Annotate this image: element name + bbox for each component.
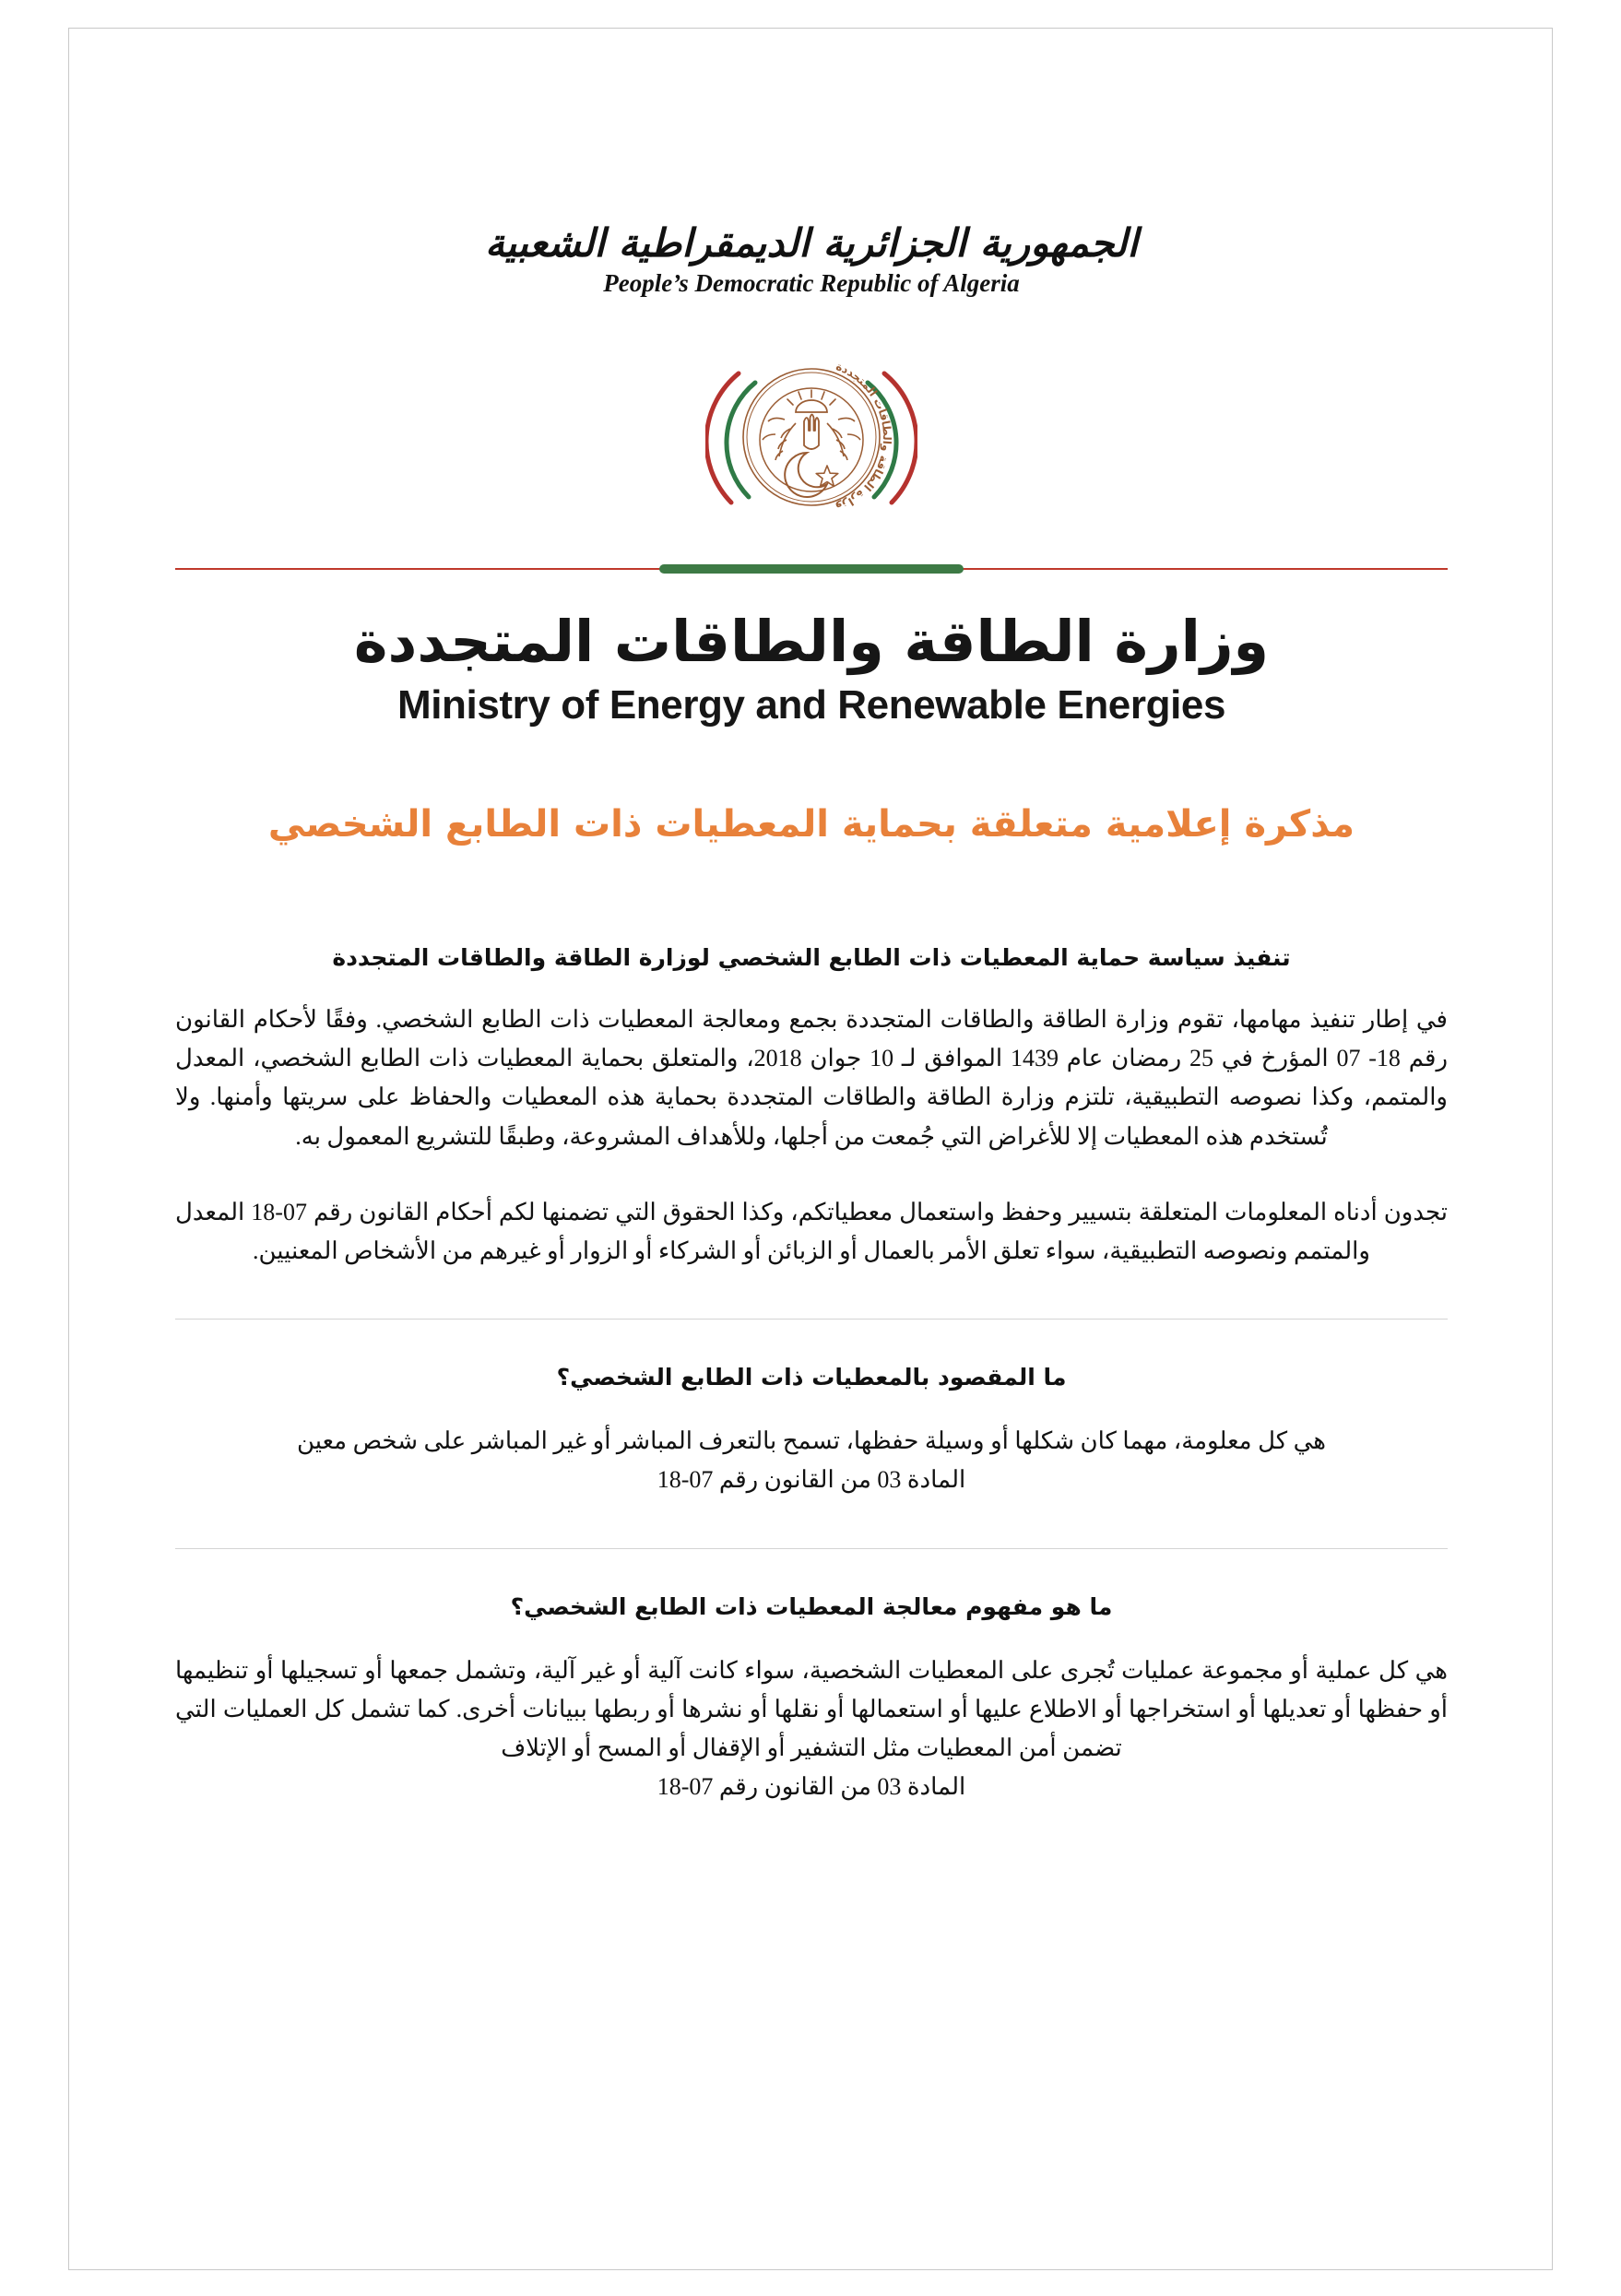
faq-question-2: ما هو مفهوم معالجة المعطيات ذات الطابع الشخصي؟ (510, 1592, 1113, 1620)
svg-text:وزارة الطاقة والطاقات المتجددة: وزارة الطاقة والطاقات المتجددة (834, 360, 894, 515)
faq-question-1: ما المقصود بالمعطيات ذات الطابع الشخصي؟ (556, 1363, 1067, 1391)
document-content (175, 28, 1448, 1807)
intro-paragraph-1: في إطار تنفيذ مهامها، تقوم وزارة الطاقة والطاقات المتجددة بجمع ومعالجة المعطيات ذات الطابع الشخصي. وفقًا لأحكام القانون رقم 18- 07 المؤرخ في 25 رمضان عام 1439 الموافق لـ 10 جوان 2018، والمتعلق بحماية المعطيات ذات الطابع الشخصي، المعدل والمتمم، وكذا نصوصه التطبيقية، تلتزم وزارة الطاقة والطاقات المتجددة بحماية هذه المعطيات والحفاظ على سريتها وأمنها. ولا تُستخدم هذه المعطيات إلا للأغراض التي جُمعت من أجلها، وللأهداف المشروعة، وطبقًا للتشريع المعمول به. (175, 1006, 1448, 1150)
document-title: مذكرة إعلامية متعلقة بحماية المعطيات ذات الطابع الشخصي (267, 802, 1355, 846)
masthead (175, 28, 1448, 298)
algeria-national-emblem-icon (705, 331, 917, 543)
document-body (175, 941, 1448, 1807)
republic-name-english: People’s Democratic Republic of Algeria (603, 269, 1020, 298)
faq-reference-1: المادة 03 من القانون رقم 07-18 (657, 1466, 966, 1494)
ministry-title-block (175, 608, 1448, 728)
intro-paragraph-2: تجدون أدناه المعلومات المتعلقة بتسيير وحفظ واستعمال معطياتكم، وكذا الحقوق التي تضمنها لكم أحكام القانون رقم 07-18 المعدل والمتمم ونصوصه التطبيقية، سواء تعلق الأمر بالعمال أو الزبائن أو الشركاء أو الزوار أو غيرهم من الأشخاص المعنيين. (175, 1198, 1449, 1264)
ministry-name-english: Ministry of Energy and Renewable Energies (396, 681, 1226, 728)
section-divider (175, 1319, 1448, 1320)
emblem-container (175, 331, 1448, 543)
ministry-name-arabic: وزارة الطاقة والطاقات المتجددة (353, 608, 1270, 676)
faq-reference-2: المادة 03 من القانون رقم 07-18 (657, 1773, 966, 1801)
section-divider (175, 1548, 1448, 1549)
faq-answer-2: هي كل عملية أو مجموعة عمليات تُجرى على المعطيات الشخصية، سواء كانت آلية أو غير آلية، وتشمل جمعها أو تسجيلها أو تنظيمها أو حفظها أو تعديلها أو استخراجها أو الاطلاع عليها أو استعمالها أو نقلها أو نشرها أو ربطها ببيانات أخرى. كما تشمل كل العمليات التي تضمن أمن المعطيات مثل التشفير أو الإقفال أو المسح أو الإتلاف (175, 1657, 1448, 1762)
header-divider-rule (175, 563, 1448, 574)
republic-name-arabic: الجمهورية الجزائرية الديمقراطية الشعبية (484, 220, 1138, 266)
divider-green-bar (659, 564, 964, 574)
intro-heading: تنفيذ سياسة حماية المعطيات ذات الطابع الشخصي لوزارة الطاقة والطاقات المتجددة (332, 943, 1291, 971)
faq-answer-1: هي كل معلومة، مهما كان شكلها أو وسيلة حفظها، تسمح بالتعرف المباشر أو غير المباشر على شخص معين (296, 1427, 1327, 1455)
